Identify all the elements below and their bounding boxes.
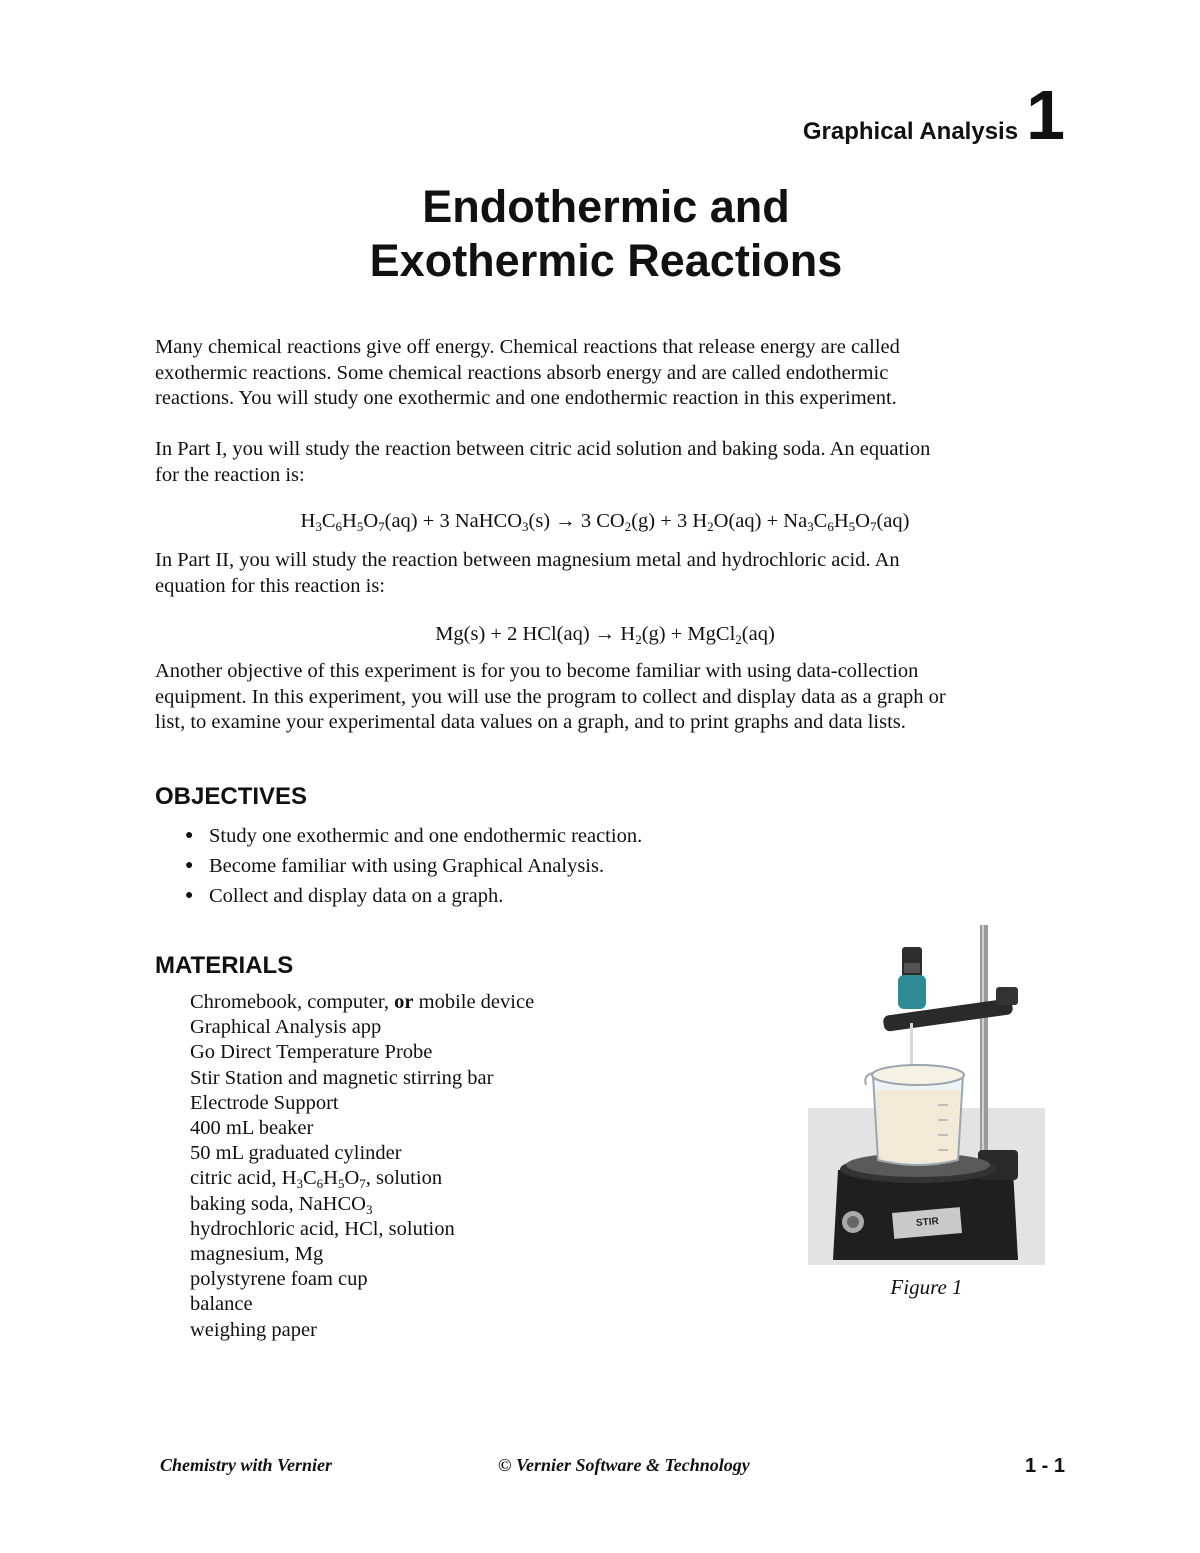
list-item: hydrochloric acid, HCl, solution [190, 1217, 455, 1240]
page-title [0, 180, 1200, 288]
objectives-list [185, 821, 642, 911]
text-line: Another objective of this experiment is for you to become familiar with using data-collection [155, 660, 919, 682]
list-item: ● Study one exothermic and one endothermic reaction. [185, 821, 642, 851]
footer-copyright: © Vernier Software & Technology [498, 1455, 750, 1475]
footer-page-number: 1 - 1 [1025, 1455, 1066, 1477]
text-line: equipment. In this experiment, you will use the program to collect and display data as a graph or [155, 685, 946, 708]
text-line: Many chemical reactions give off energy. Chemical reactions that release energy are called [155, 336, 900, 358]
bullet-icon: ● [185, 858, 194, 873]
list-item: baking soda, NaHCO$_3$ [190, 1192, 373, 1217]
list-item: ● Collect and display data on a graph. [185, 881, 642, 911]
intro-paragraph-1 [155, 335, 1055, 412]
stir-label: STIR [915, 1215, 940, 1229]
list-item: magnesium, Mg [190, 1243, 324, 1266]
text-line: for the reaction is: [155, 463, 305, 486]
text-line: exothermic reactions. Some chemical reactions absorb energy and are called endothermic [155, 361, 889, 384]
list-item: Graphical Analysis app [190, 1016, 382, 1039]
chapter-label: Graphical Analysis [802, 118, 1019, 145]
list-item: polystyrene foam cup [190, 1268, 368, 1291]
objectives-heading: OBJECTIVES [155, 783, 308, 810]
figure-stir-station [808, 925, 1045, 1265]
stir-station-illustration [808, 925, 1045, 1265]
chapter-number: 1 [1026, 76, 1065, 154]
list-item: citric acid, $H_3C_6H_5O_7$, solution [190, 1167, 443, 1192]
chapter-header [802, 76, 1065, 154]
bullet-icon: ● [185, 828, 194, 843]
list-item: 400 mL beaker [190, 1117, 314, 1140]
text-line: equation for this reaction is: [155, 574, 385, 597]
list-item: Go Direct Temperature Probe [190, 1041, 433, 1064]
title-line-1: Endothermic and [422, 181, 790, 232]
equation-citric-acid: $H_3C_6H_5O_7(aq) + 3$ NaHCO$_3$(s) → 3 $CO_2(g) + 3$ $H_2O(aq) + Na_3C_6H_5O_7(aq)$ [300, 510, 910, 534]
list-item: Stir Station and magnetic stirring bar [190, 1066, 494, 1089]
list-item: Chromebook, computer, or mobile device [190, 991, 535, 1013]
text-line: reactions. You will study one exothermic and one endothermic reaction in this experiment. [155, 387, 897, 409]
figure-caption: Figure 1 [890, 1275, 963, 1299]
intro-paragraph-3 [155, 548, 1055, 599]
equation-magnesium: Mg(s) + 2 $HCl(aq) \to H_2(g)$ + MgCl$_2$(aq) [435, 623, 775, 647]
intro-paragraph-4 [155, 659, 1055, 736]
list-item: weighing paper [190, 1318, 317, 1341]
text-line: list, to examine your experimental data values on a graph, and to print graphs and data lists. [155, 711, 906, 733]
materials-heading: MATERIALS [155, 952, 294, 979]
text-line: In Part I, you will study the reaction between citric acid solution and baking soda. An equation [155, 438, 931, 460]
list-item: 50 mL graduated cylinder [190, 1142, 402, 1165]
title-line-2: Exothermic Reactions [369, 235, 843, 286]
text-line: In Part II, you will study the reaction between magnesium metal and hydrochloric acid. An [155, 549, 900, 571]
list-item: ● Become familiar with using Graphical Analysis. [185, 851, 642, 881]
materials-list [190, 990, 534, 1343]
intro-paragraph-2 [155, 437, 1055, 488]
list-item: Electrode Support [190, 1091, 339, 1114]
bullet-icon: ● [185, 888, 194, 903]
list-item: balance [190, 1293, 253, 1316]
footer-book-title: Chemistry with Vernier [160, 1455, 333, 1475]
